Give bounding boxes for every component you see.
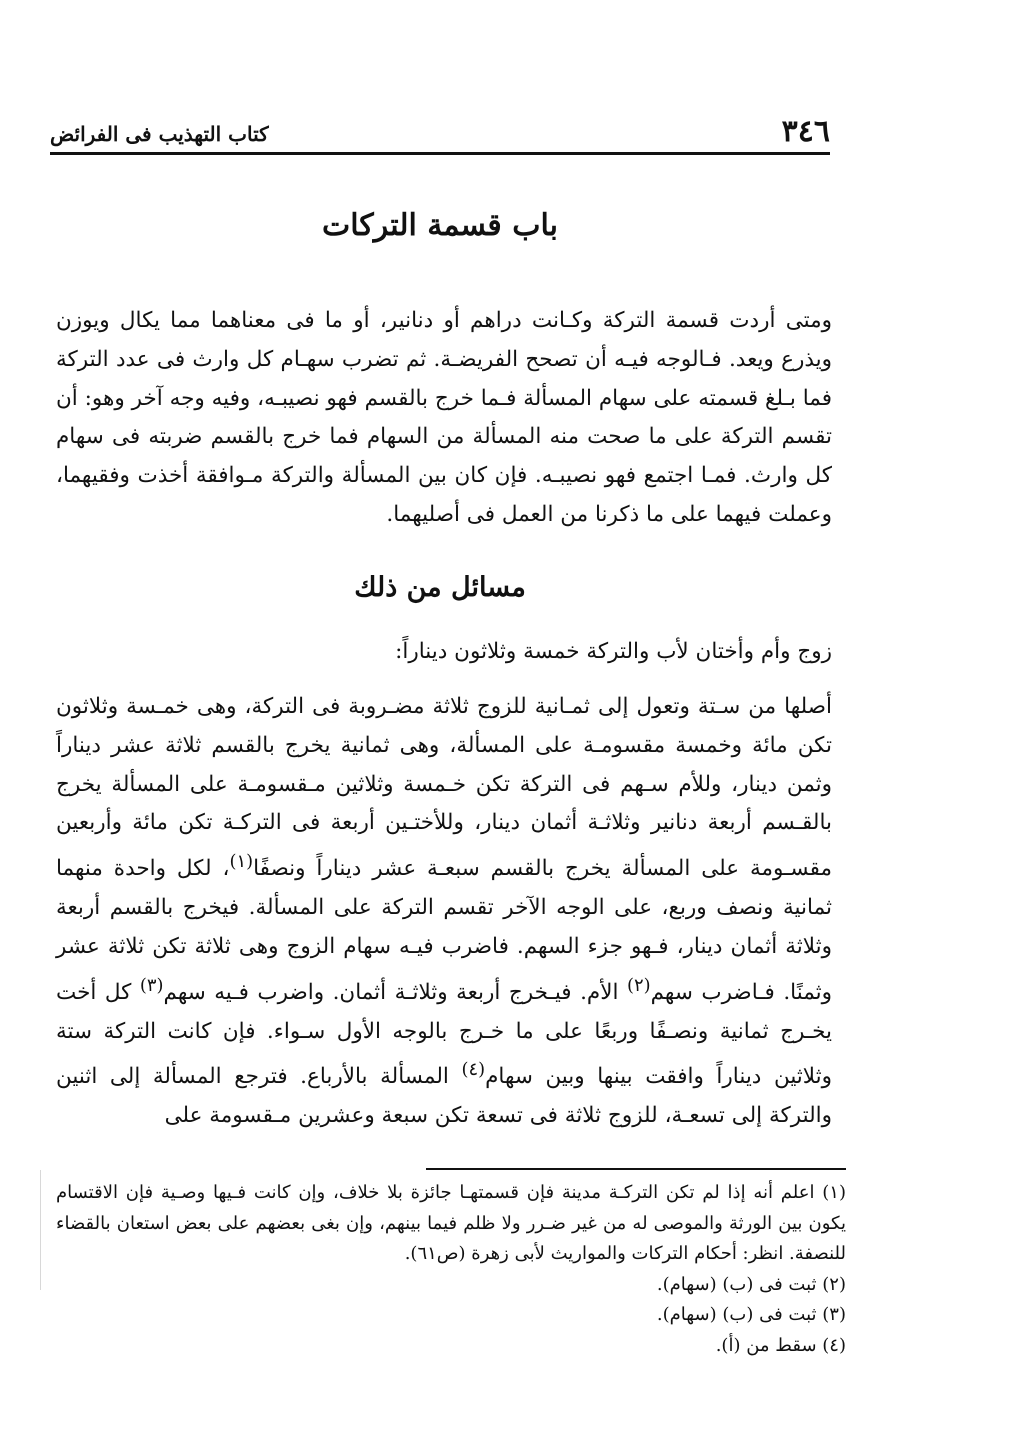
solution-text-4: كل أخت يخـرج ثمانية ونصـفًا وربعًا على ما خـرج بالوجه الأول سـواء. فإن كانت التركة ستة وثلاثين ديناراً وافقت بينها وبين سهام bbox=[56, 979, 832, 1090]
footnote-text: سقط من (أ). bbox=[715, 1334, 817, 1356]
footnote-number: (١) bbox=[822, 1182, 846, 1203]
intro-paragraph: ومتى أردت قسمة التركة وكـانت دراهم أو دنانير، أو ما فى معناهما مما يكال ويوزن ويذرع ويعد. فـالوجه فيـه أن تصحح الفريضـة. ثم تضرب سهـام كل وارث فى عدد التركة فما بـلغ قسمته على سهام المسألة فـما خرج بالقسم فهو نصيبـه، وفيه وجه آخر وهو: أن تقسم التركة على ما صحت منه المسألة من السهام فما خرج بالقسم ضربته فى سهام كل وارث. فمـا اجتمع فهو نصيبـه. فإن كان بين المسألة والتركة مـوافقة أخذت وفقيهما، وعملت فيهما على ما ذكرنا من العمل فى أصليهما. bbox=[56, 308, 832, 527]
footnote-ref-4: (٤) bbox=[461, 1059, 486, 1081]
footnote-ref-2: (٢) bbox=[626, 974, 651, 996]
scan-margin-line bbox=[40, 1170, 41, 1290]
footnotes bbox=[56, 1178, 846, 1361]
problem-statement: زوج وأم وأختان لأب والتركة خمسة وثلاثون ديناراً: bbox=[395, 639, 832, 664]
running-header bbox=[50, 112, 830, 155]
footnote-3 bbox=[56, 1300, 846, 1331]
footnote-number: (٣) bbox=[822, 1304, 846, 1325]
book-title: كتاب التهذيب فى الفرائض bbox=[50, 122, 269, 146]
footnote-text: ثبت فى (ب) (سهام). bbox=[656, 1304, 817, 1325]
solution-paragraph bbox=[56, 688, 832, 1136]
page-number: ٣٤٦ bbox=[781, 114, 830, 149]
footnote-ref-1: (١) bbox=[229, 851, 254, 873]
footnote-divider bbox=[426, 1168, 846, 1170]
footnote-number: (٤) bbox=[822, 1334, 846, 1356]
footnote-text: ثبت فى (ب) (سهام). bbox=[656, 1273, 817, 1295]
footnote-1 bbox=[56, 1178, 846, 1270]
solution-text-1: أصلها من سـتة وتعول إلى ثمـانية للزوج ثلاثة مضـروبة فى التركة، وهى خمـسة وثلاثون تكن مائة وخمسة مقسومـة على المسألة، وهى ثمانية يخرج بالقسم ثلاثة عشر ديناراً وثمن دينار، وللأم سـهم فى التركة تكن خـمسة وثلاثين مـقسومـة على المسألة يخرج بالقـسم أربعة دنانير وثلاثـة أثمان دينار، وللأختـين أربعة فى التركـة تكن مائة وأربعين مقسـومة على المسألة يخرج بالقسم سبعـة عشر ديناراً ونصفًا bbox=[56, 694, 832, 882]
section-title: مسائل من ذلك bbox=[354, 572, 526, 603]
footnote-ref-3: (٣) bbox=[139, 974, 164, 996]
solution-text-2: ، لكل واحدة منهما ثمانية ونصف وربع، على الوجه الآخر تقسم التركة على المسألة. فيخرج بالقسم أربعة وثلاثة أثمان دينار، فـهو جزء السهم. فاضرب فيـه سهام الزوج وهى ثلاثة تكن ثلاثة عشر وثمنًا. فـاضرب سهم bbox=[56, 856, 832, 1005]
footnote-4 bbox=[56, 1331, 846, 1362]
solution-text-3: الأم. فيـخرج أربعة وثلاثـة أثمان. واضرب فـيه سهم bbox=[163, 979, 627, 1005]
footnote-2 bbox=[56, 1270, 846, 1301]
footnote-text: اعلم أنه إذا لم تكن التركـة مدينة فإن قسمتهـا جائزة بلا خلاف، وإن كانت فـيها وصـية فإن الاقتسام يكون بين الورثة والموصى له من غير ضـرر ولا ظلم فيما بينهم، وإن بغى بعضهم على بعض استعان بالقضاء للنصفة. انظر: أحكام التركات والمواريث لأبى زهرة (ص٦١). bbox=[56, 1182, 846, 1264]
solution-text-5: المسألة بالأرباع. فترجع المسألة إلى اثنين والتركة إلى تسعـة، للزوج ثلاثة فى تسعة تكن سبعة وعشرين مـقسومة على bbox=[56, 1064, 832, 1129]
chapter-title: باب قسمة التركات bbox=[322, 208, 558, 243]
footnote-number: (٢) bbox=[822, 1273, 846, 1295]
